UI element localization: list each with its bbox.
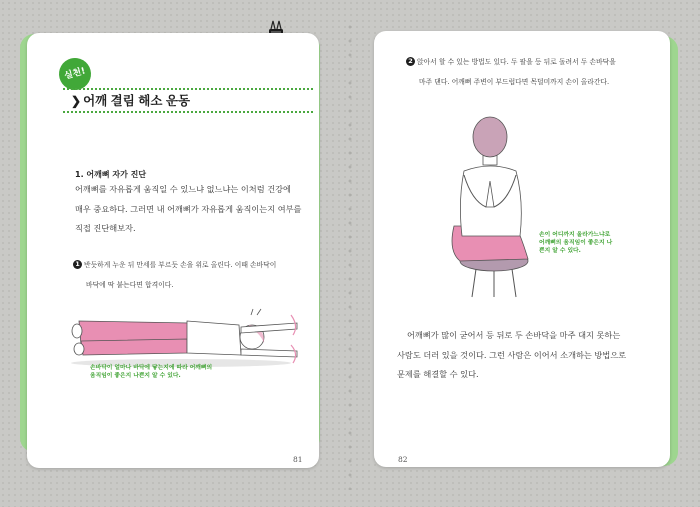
step-line: 바닥에 딱 붙는다면 합격이다. — [86, 281, 174, 289]
left-page — [27, 33, 319, 468]
caption-line: 움직임이 좋은지 나쁜지 알 수 있다. — [90, 373, 181, 379]
book-spine-texture — [343, 20, 357, 490]
step-line: 마주 댄다. 어깨뼈 주변이 부드럽다면 목덜미까지 손이 올라간다. — [419, 78, 610, 86]
title-rule-bottom — [63, 111, 313, 113]
chevron-right-icon: ❯ — [71, 94, 82, 108]
paragraph — [397, 326, 626, 385]
step-line: 반듯하게 누운 뒤 만세를 부르듯 손을 위로 올린다. 이때 손바닥이 — [84, 261, 277, 269]
paragraph-line: 문제를 해결할 수 있다. — [397, 369, 479, 379]
section-heading: 1. 어깨뼈 자가 진단 — [75, 170, 147, 179]
caption-line: 손이 어디까지 올라가느냐로 — [539, 232, 611, 238]
caption-line: 어깨뼈의 움직임이 좋은지 나 — [539, 240, 613, 246]
step-line: 앉아서 할 수 있는 방법도 있다. 두 팔을 등 뒤로 돌려서 두 손바닥을 — [417, 58, 616, 66]
caption-line: 쁜지 알 수 있다. — [539, 248, 581, 254]
page-title — [71, 91, 190, 109]
page-title-text: 어깨 결림 해소 운동 — [83, 94, 191, 108]
illustration-caption — [90, 364, 212, 380]
paragraph — [75, 180, 301, 239]
step-1 — [73, 255, 276, 295]
title-rule-top — [63, 88, 313, 90]
paragraph-line: 어깨뼈를 자유롭게 움직일 수 있느냐 없느냐는 이처럼 건강에 — [75, 184, 291, 194]
right-page — [374, 31, 670, 467]
paragraph-line: 직접 진단해보자. — [75, 223, 136, 233]
lying-person-illustration — [69, 301, 299, 369]
page-number: 81 — [293, 455, 303, 464]
paragraph-line: 사람도 더러 있을 것이다. 그런 사람은 이어서 소개하는 방법으로 — [397, 349, 627, 360]
paragraph-line: 매우 중요하다. 그러면 내 어깨뼈가 자유롭게 움직이는지 여부를 — [75, 203, 302, 214]
paragraph-line: 어깨뼈가 많이 굳어서 등 뒤로 두 손바닥을 마주 대지 못하는 — [407, 330, 621, 340]
page-number: 82 — [398, 455, 408, 464]
practice-badge: 실천! — [55, 54, 94, 93]
seated-person-illustration — [436, 111, 546, 301]
step-2 — [406, 52, 616, 92]
step-number: 1 — [73, 260, 82, 269]
illustration-caption — [539, 231, 612, 255]
step-number: 2 — [406, 57, 415, 66]
caption-line: 손바닥이 얼마나 바닥에 닿는지에 따라 어깨뼈의 — [90, 365, 213, 371]
